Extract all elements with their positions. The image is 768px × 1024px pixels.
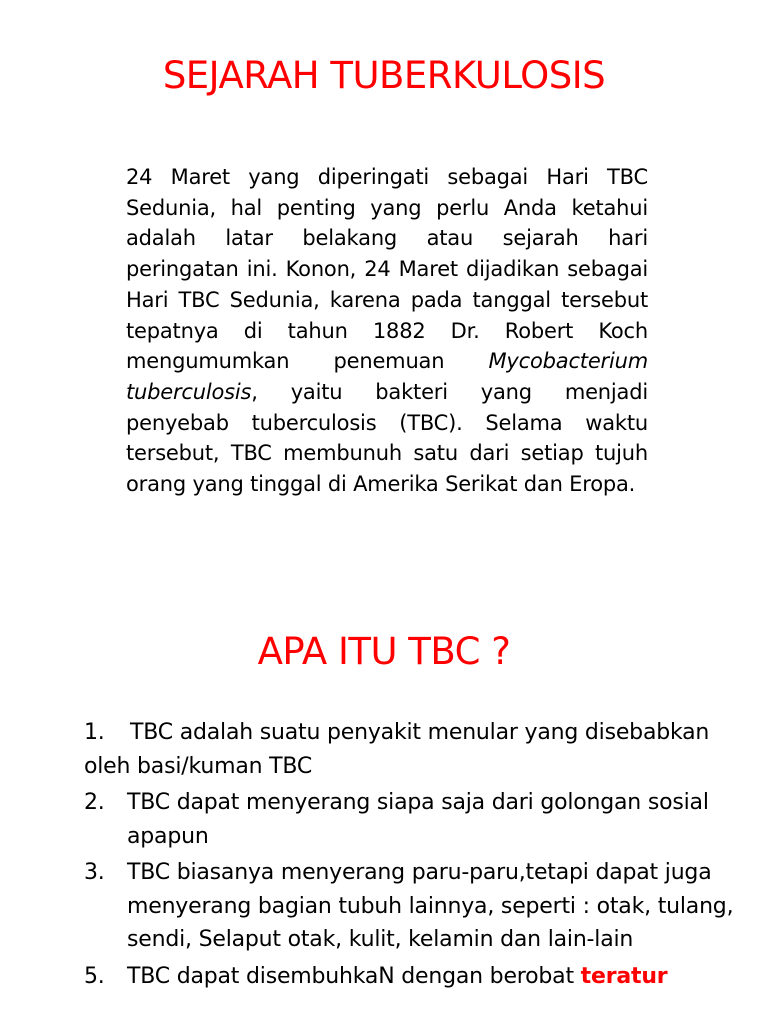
list-item-text: TBC dapat disembuhkaN dengan berobat	[127, 963, 581, 989]
section-title: APA ITU TBC ?	[257, 630, 511, 673]
list-item	[84, 856, 744, 957]
list-item-number: 1.	[84, 720, 105, 745]
paragraph-italic-term: Mycobacterium tuberculosis	[126, 349, 648, 404]
list-item	[84, 786, 744, 853]
list-item-text: TBC biasanya menyerang paru-paru,tetapi dapat juga menyerang bagian tubuh lainnya, seperti : otak, tulang, sendi, Selaput otak, kulit, kelamin dan lain-lain	[127, 860, 734, 952]
list-item	[84, 716, 744, 783]
paragraph-text-start: 24 Maret yang diperingati sebagai Hari TBC Sedunia, hal penting yang perlu Anda ketahui adalah latar belakang atau sejarah hari peringatan ini. Konon, 24 Maret dijadikan sebagai Hari TBC Sedunia, karena pada tanggal tersebut tepatnya di tahun 1882 Dr. Robert Koch mengumumkan penemuan	[126, 165, 648, 374]
list-item-number: 3.	[84, 860, 105, 885]
list-item-number: 5.	[84, 963, 105, 989]
list-item	[84, 960, 744, 994]
tbc-facts-list	[84, 716, 744, 996]
history-paragraph	[126, 162, 648, 500]
list-item-text: TBC dapat menyerang siapa saja dari golongan sosial apapun	[127, 790, 709, 849]
page-title: SEJARAH TUBERKULOSIS	[162, 54, 606, 97]
list-item-highlight: teratur	[580, 963, 668, 989]
list-item-number: 2.	[84, 790, 105, 815]
paragraph-text-end: , yaitu bakteri yang menjadi penyebab tuberculosis (TBC). Selama waktu tersebut, TBC membunuh satu dari setiap tujuh orang yang tinggal di Amerika Serikat dan Eropa.	[126, 379, 648, 497]
list-item-text: TBC adalah suatu penyakit menular yang disebabkan oleh basi/kuman TBC	[84, 720, 710, 779]
